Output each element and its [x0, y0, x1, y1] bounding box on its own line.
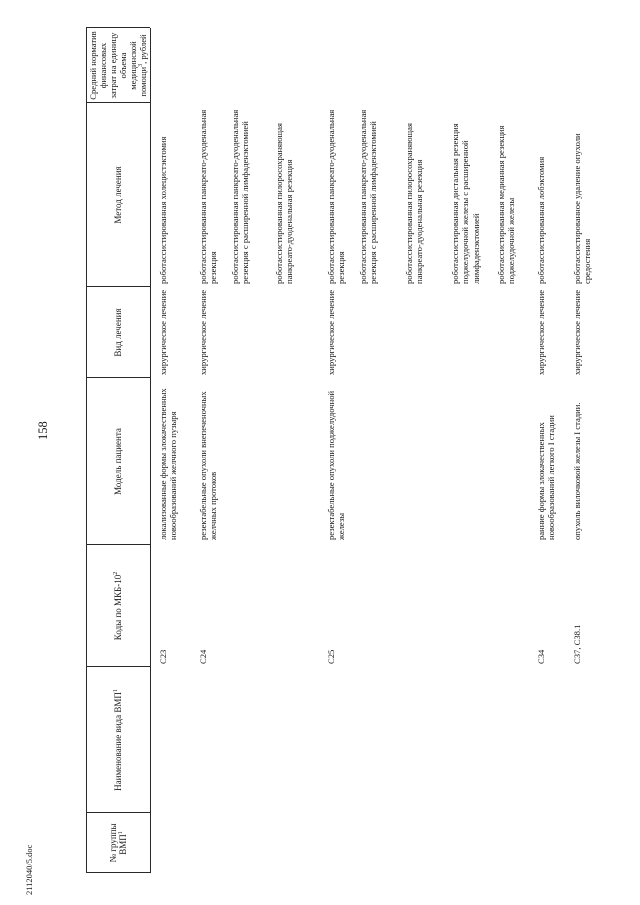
row-treatment-type: хирургическое лечение [536, 289, 546, 375]
row-patient-model: опухоль вилочковой железы I стадии. [572, 402, 582, 540]
row-patient-model: ранние формы злокачественных новообразований легкого I стадии [536, 415, 557, 540]
row-code: C23 [158, 649, 168, 664]
page-number: 158 [36, 421, 50, 440]
row-code: C24 [198, 649, 208, 664]
row-method: роботассистированная медианная резекция поджелудочной железы [496, 125, 517, 284]
row-patient-model: резектабельные опухоли поджелудочной железы [326, 390, 347, 540]
row-method: роботассистированное удаление опухоли средостения [572, 133, 593, 284]
row-treatment-type: хирургическое лечение [326, 289, 336, 375]
row-code: C34 [536, 649, 546, 664]
row-method: роботассистированная панкреато-дуоденальная резекция [198, 109, 219, 284]
row-method: роботассистированная панкреато-дуоденальная резекция [326, 109, 347, 284]
row-method: роботассистированная панкреато-дуоденальная резекция с расширенной лимфаденэктомией [358, 109, 379, 284]
row-method: роботассистированная пилоросохраняющая панкреато-дуоденальная резекция [404, 123, 425, 284]
row-treatment-type: хирургическое лечение [198, 289, 208, 375]
row-method: роботассистированная холецистэктомия [158, 136, 168, 284]
row-code: C37, C38.1 [572, 624, 582, 664]
row-patient-model: резектабельные опухоли внепеченочных желчных протоков [198, 391, 219, 540]
row-code: C25 [326, 649, 336, 664]
header-vmp-name: Наименование вида ВМП$^1$ [112, 689, 123, 791]
row-method: роботассистированная дистальная резекция поджелудочной железы с расширенной лимфаденэктомией [450, 123, 481, 284]
header-patient-model: Модель пациента [112, 428, 123, 495]
row-method: роботассистированная панкреато-дуоденальная резекция с расширенной лимфаденэктомией [230, 109, 251, 284]
row-method: роботассистированная лобэктомия [536, 156, 546, 284]
header-treatment-type: Вид лечения [112, 308, 123, 357]
row-treatment-type: хирургическое лечение [572, 289, 582, 375]
header-bottom-rule [150, 28, 151, 873]
header-avg-cost: Средний норматив финансовых затрат на единицу объема медицинской помощи$^3$, рублей [88, 31, 148, 100]
row-method: роботассистированная пилоросохраняющая панкреато-дуоденальная резекция [274, 123, 295, 284]
footer-doc-code: 2112040/5.doc [24, 844, 34, 895]
rotated-table [86, 28, 640, 873]
row-treatment-type: хирургическое лечение [158, 289, 168, 375]
header-group-number: № группы ВМП$^1$ [107, 823, 128, 863]
header-icd-codes: Коды по МКБ-$10^2$ [112, 571, 123, 641]
row-patient-model: локализованные формы злокачественных новообразований желчного пузыря [158, 388, 179, 540]
header-treatment-method: Метод лечения [112, 166, 123, 224]
